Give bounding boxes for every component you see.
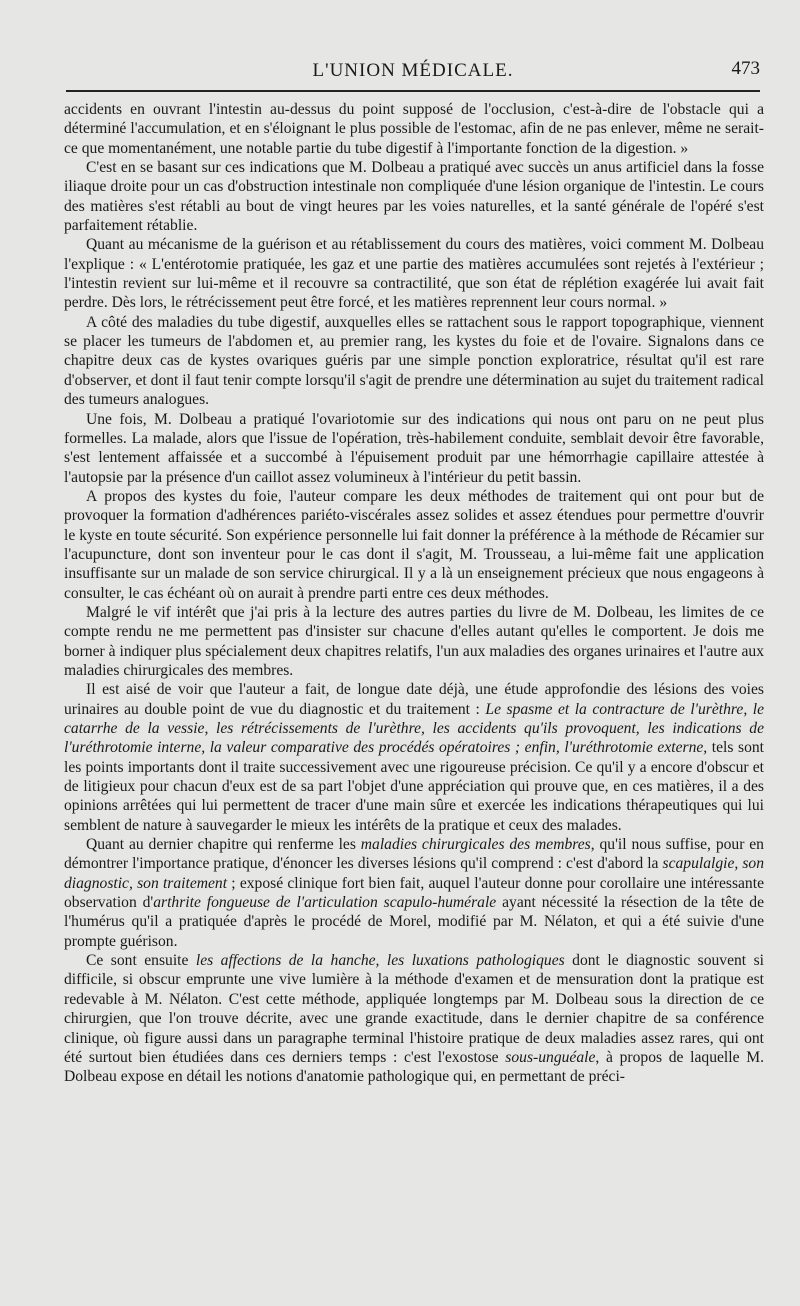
text-run: accidents en ouvrant l'intestin au-dessus du point supposé de l'occlusion, c'est-à-dire de l'obstacle qui a déterminé l'accumulation, et en s'éloignant le plus possible de l'estomac, afin de ne pas enlever, même ne serait-ce que momentanément, une notable partie du tube digestif à l'importante fonction de la digestion. »	[64, 101, 764, 157]
paragraph	[64, 410, 764, 487]
page-number: 473	[731, 58, 760, 79]
italic-text: scapulalgie, son diagnostic, son traitement	[64, 855, 764, 892]
paragraph	[64, 487, 764, 603]
text-run: ayant nécessité la résection de la tête de l'humérus qu'il a pratiquée d'après le procédé de Morel, modifié par M. Nélaton, et qui a été suivie d'une prompte guérison.	[64, 894, 764, 950]
body-text	[64, 100, 764, 1087]
text-run: ; exposé clinique fort bien fait, auquel l'auteur donne pour corollaire une intéressante observation d'	[64, 874, 764, 912]
text-run: dont le diagnostic souvent si difficile, si obscur emprunte une vive lumière à la méthode d'examen et de mensuration dont la pratique est redevable à M. Nélaton. C'est cette méthode, appliquée longtemps par M. Dolbeau sous la direction de ce chirurgien, que l'on trouve décrite, avec une grande exactitude, dans le dernier chapitre de sa conférence clinique, où figure aussi dans un paragraphe terminal l'histoire pratique de deux maladies assez rares, qui ont été surtout bien étudiées dans ces derniers temps : c'est l'exostose	[64, 952, 764, 1066]
paragraph	[64, 835, 764, 951]
text-run: tels sont les points importants dont il traite successivement avec une rigoureuse précision. Ce qu'il y a encore d'obscur et de litigieux pour chacun d'eux est de sa part l'objet d'une appréciation qui prouve que, en ces matières, il a des opinions arrêtées qui lui permettent de tracer d'une main sûre et exercée les indications thérapeutiques qui lui semblent de nature à sauvegarder le mieux les intérêts de la pratique et ceux des malades.	[64, 739, 765, 834]
paragraph	[64, 158, 764, 235]
text-run: A côté des maladies du tube digestif, auxquelles elles se rattachent sous le rapport topographique, viennent se placer les tumeurs de l'abdomen et, au premier rang, les kystes du foie et de l'ovaire. Signalons dans ce chapitre deux cas de kystes ovariques guéris par une simple ponction exploratrice, résultat qu'il est rare d'observer, et dont il faut tenir compte lorsqu'il s'agit de prendre une détermination au sujet du traitement radical des tumeurs analogues.	[64, 313, 764, 409]
text-run: , à propos de laquelle M. Dolbeau expose en détail les notions d'anatomie pathologique qui, en permettant de préci-	[64, 1048, 764, 1086]
text-run: Ce sont ensuite	[86, 952, 196, 970]
running-title: L'UNION MÉDICALE.	[312, 60, 514, 81]
paragraph	[64, 313, 764, 410]
paragraph	[64, 951, 764, 1086]
italic-text: sous-unguéale	[505, 1048, 596, 1066]
italic-text: arthrite fongueuse de l'articulation scapulo-humérale	[153, 894, 497, 912]
text-run: , qu'il nous suffise, pour en démontrer l'importance pratique, d'énoncer les diverses lésions qu'il comprend : c'est d'abord la	[64, 836, 764, 873]
text-run: Quant au dernier chapitre qui renferme les	[86, 836, 361, 854]
page-header	[66, 58, 760, 92]
paragraph	[64, 680, 764, 835]
text-run: C'est en se basant sur ces indications que M. Dolbeau a pratiqué avec succès un anus artificiel dans la fosse iliaque droite pour un cas d'obstruction intestinale non compliquée d'une lésion organique de l'intestin. Le cours des matières s'est rétabli au bout de vingt heures par les voies naturelles, et la santé générale de l'opéré s'est parfaitement rétablie.	[64, 159, 764, 235]
italic-text: les affections de la hanche, les luxations pathologiques	[195, 952, 565, 970]
italic-text: maladies chirurgicales des membres	[360, 836, 591, 854]
text-run: Quant au mécanisme de la guérison et au rétablissement du cours des matières, voici comment M. Dolbeau l'explique : « L'entérotomie pratiquée, les gaz et une partie des matières accumulées sont rejetés à l'extérieur ; l'intestin revient sur lui-même et il recouvre sa contractilité, que son état de réplétion exagérée lui avait fait perdre. Dès lors, le rétrécissement peut être forcé, et les matières reprennent leur cours normal. »	[64, 236, 764, 312]
paragraph	[64, 603, 764, 680]
text-run: A propos des kystes du foie, l'auteur compare les deux méthodes de traitement qui ont pour but de provoquer la formation d'adhérences pariéto-viscérales assez solides et assez étendues pour permettre d'ouvrir le kyste en toute sécurité. Son expérience personnelle lui fait donner la préférence à la méthode de Récamier sur l'acupuncture, dont son inventeur pour le cas dont il s'agit, M. Trousseau, a lui-même fait une application insuffisante sur un malade de son service chirurgical. Il y a là un enseignement précieux que nous engageons à consulter, le cas échéant où on aurait à prendre parti entre ces deux méthodes.	[64, 487, 764, 602]
paragraph	[64, 100, 764, 158]
text-run: Malgré le vif intérêt que j'ai pris à la lecture des autres parties du livre de M. Dolbeau, les limites de ce compte rendu ne me permettent pas d'insister sur chacune d'elles autant qu'elles le comportent. Je dois me borner à indiquer plus spécialement deux chapitres relatifs, l'un aux maladies des organes urinaires et l'autre aux maladies chirurgicales des membres.	[64, 603, 764, 679]
text-run: Une fois, M. Dolbeau a pratiqué l'ovariotomie sur des indications qui nous ont paru on ne peut plus formelles. La malade, alors que l'issue de l'opération, très-habilement conduite, semblait devoir être favorable, s'est lentement affaissée et a succombé à l'épuisement produit par une hémorrhagie capillaire attestée à l'autopsie par la présence d'un caillot assez volumineux à l'intérieur du petit bassin.	[64, 410, 764, 486]
paragraph	[64, 235, 764, 312]
text-run: Il est aisé de voir que l'auteur a fait, de longue date déjà, une étude approfondie des lésions des voies urinaires au double point de vue du diagnostic et du traitement :	[64, 681, 764, 718]
italic-text: Le spasme et la contracture de l'urèthre, le catarrhe de la vessie, les rétrécissements de l'urèthre, les accidents qu'ils provoquent, les indications de l'uréthrotomie interne, la valeur comparative des procédés opératoires ; enfin, l'uréthrotomie externe,	[64, 700, 764, 757]
